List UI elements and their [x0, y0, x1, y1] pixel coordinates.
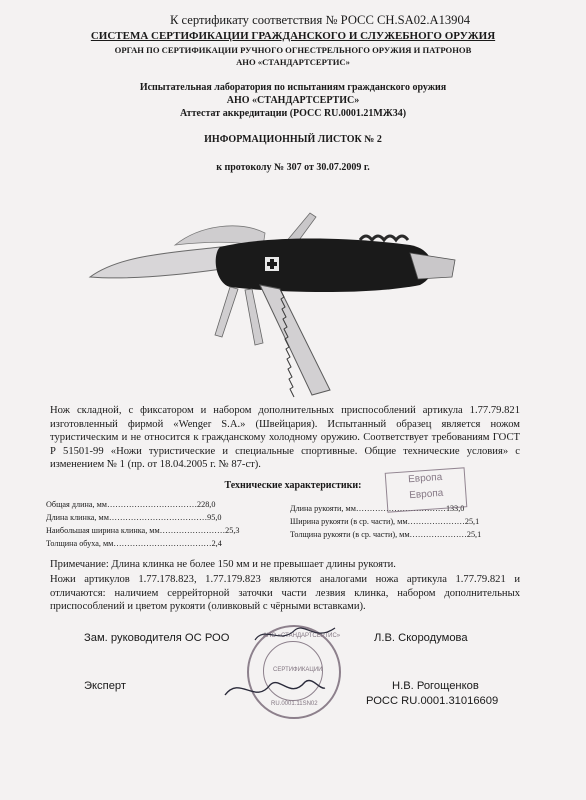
expert-role: Эксперт — [84, 680, 127, 692]
europa-stamp — [385, 467, 468, 512]
spec-value: 228,0 — [197, 500, 216, 509]
spec-left-0: Общая длина, мм……………………………228,0 — [46, 500, 216, 509]
certificate-reference: К сертификату соответствия № РОСС CH.SA02.A13904 — [170, 13, 471, 27]
spec-label: Толщина обуха, мм — [46, 539, 114, 548]
lab-accreditation: Аттестат аккредитации (РОСС RU.0001.21МЖ34) — [179, 108, 407, 119]
deputy-name: Л.В. Скородумова — [374, 632, 468, 644]
spec-right-2: Толщина рукояти (в ср. части), мм…………………25,1 — [290, 530, 482, 539]
spec-left-1: Длина клинка, мм………………………………95,0 — [46, 513, 222, 522]
spec-value: 25,1 — [466, 530, 482, 539]
lab-name: Испытательная лаборатория по испытаниям гражданского оружия — [139, 82, 447, 93]
specs-heading: Технические характеристики: — [224, 480, 362, 491]
seal-ring-text: АНО «СТАНДАРТСЕРТИС» — [263, 633, 341, 639]
deputy-signature — [250, 620, 340, 650]
spec-label: Ширина рукояти (в ср. части), мм — [290, 517, 408, 526]
spec-label: Длина клинка, мм — [46, 513, 109, 522]
document-title: ИНФОРМАЦИОННЫЙ ЛИСТОК № 2 — [204, 134, 382, 145]
certification-organ: ОРГАН ПО СЕРТИФИКАЦИИ РУЧНОГО ОГНЕСТРЕЛЬНОГО ОРУЖИЯ И ПАТРОНОВ — [114, 45, 472, 55]
organization-name: АНО «СТАНДАРТСЕРТИС» — [236, 57, 350, 67]
spec-value: 25,1 — [464, 517, 480, 526]
protocol-reference: к протоколу № 307 от 30.07.2009 г. — [216, 162, 370, 173]
expert-registration: РОСС RU.0001.31016609 — [366, 695, 499, 707]
note-limit: Примечание: Длина клинка не более 150 мм и не превышает длины рукояти. — [50, 559, 396, 570]
spec-label: Наибольшая ширина клинка, мм — [46, 526, 160, 535]
spec-label: Длина рукояти, мм — [290, 504, 356, 513]
note-analogs: Ножи артикулов 1.77.178.823, 1.77.179.823 являются аналогами ножа артикула 1.77.79.821 и отличаются: наличием серрейторной заточки части лезвия клинка, набором дополнительных приспособлений и цветом рукояти (оливковый с чёрными вставками). — [50, 574, 520, 613]
spec-left-2: Наибольшая ширина клинка, мм……………………25,3 — [46, 526, 240, 535]
knife-photo — [80, 185, 480, 400]
spec-left-3: Толщина обуха, мм………………………………2,4 — [46, 539, 222, 548]
spec-right-1: Ширина рукояти (в ср. части), мм…………………25,1 — [290, 517, 480, 526]
spec-right-0: Длина рукояти, мм……………………………133,0 — [290, 504, 465, 513]
expert-signature — [220, 670, 330, 710]
spec-value: 2,4 — [211, 539, 222, 548]
spec-label: Общая длина, мм — [46, 500, 107, 509]
spec-value: 25,3 — [225, 526, 240, 535]
seal-reg-text: RU.0001.11SN02 — [271, 701, 318, 707]
expert-name: Н.В. Рогощенков — [392, 680, 479, 692]
badge-top-text: Европа — [407, 471, 443, 486]
badge-bottom-text: Европа — [408, 487, 444, 502]
deputy-role: Зам. руководителя ОС РОО — [84, 632, 230, 644]
seal-center-text: СЕРТИФИКАЦИИ — [273, 667, 323, 673]
spec-value: 95,0 — [207, 513, 222, 522]
product-description: Нож складной, с фиксатором и набором дополнительных приспособлений артикула 1.77.79.821 изготовленный фирмой «Wenger S.A.» (Швейцария). Испытанный образец является ножом туристическим и не относится к гражданскому холодному оружию. Соответствует требованиям ГОСТ Р 51501-99 «Ножи туристические и специальные спортивные. Общие технические условия» с изменением № 1 (пр. от 18.04.2005 г. № 87-ст). — [50, 405, 520, 471]
lab-organization: АНО «СТАНДАРТСЕРТИС» — [226, 95, 360, 106]
certification-system-title: СИСТЕМА СЕРТИФИКАЦИИ ГРАЖДАНСКОГО И СЛУЖЕБНОГО ОРУЖИЯ — [90, 30, 496, 42]
spec-value: 133,0 — [445, 504, 465, 513]
spec-label: Толщина рукояти (в ср. части), мм — [290, 530, 410, 539]
